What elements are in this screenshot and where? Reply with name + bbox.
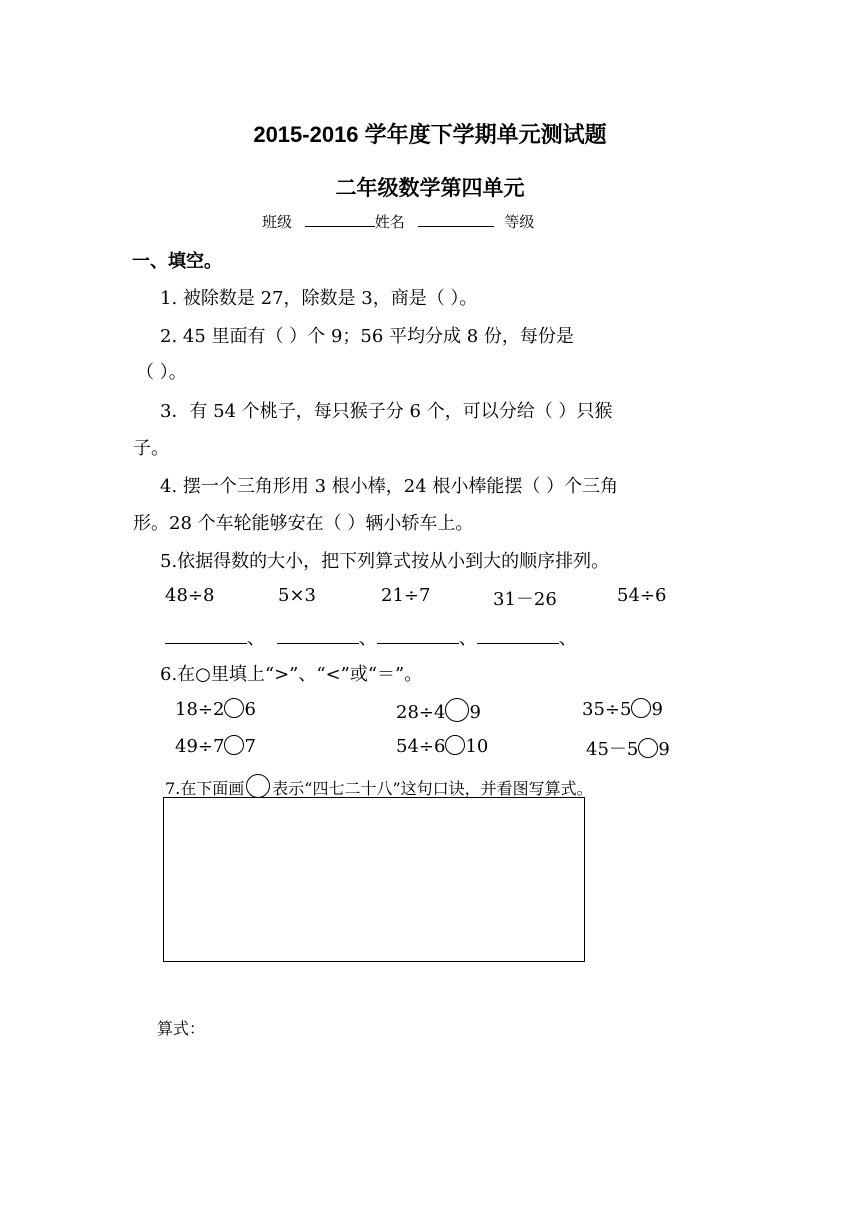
question-3-line1: 3．有 54 个桃子，每只猴子分 6 个，可以分给（ ）只猴 [160, 401, 613, 422]
question-6: 6.在○里填上“>”、“<”或“＝”。 [160, 664, 423, 685]
q5-separator: 、 [558, 628, 577, 649]
q6-right: 10 [465, 736, 489, 757]
class-field[interactable] [305, 212, 375, 227]
question-4-line1: 4. 摆一个三角形用 3 根小棒，24 根小棒能摆（ ）个三角 [160, 476, 619, 497]
q5-expr-4: 31－26 [493, 589, 557, 610]
q6-compare [582, 698, 663, 720]
q6-left: 54÷6 [396, 736, 446, 757]
name-label: 姓名 [374, 213, 405, 231]
q6-right: 9 [469, 702, 481, 723]
question-4-line2: 形。28 个车轮能够安在（ ）辆小轿车上。 [133, 513, 474, 534]
q6-right: 9 [658, 739, 670, 760]
q6-left: 18÷2 [175, 699, 225, 720]
q6-compare [396, 735, 488, 757]
q5-expr-5: 54÷6 [617, 585, 667, 606]
compare-circle-icon[interactable] [224, 735, 244, 755]
q6-left: 49÷7 [175, 736, 225, 757]
student-info-line [262, 211, 534, 232]
drawing-box[interactable] [163, 797, 585, 962]
q6-left: 35÷5 [582, 699, 632, 720]
compare-circle-icon[interactable] [638, 738, 658, 758]
q6-compare [396, 698, 481, 723]
circle-icon [246, 774, 270, 798]
q5-expr-2: 5×3 [278, 585, 316, 606]
grade-label: 等级 [504, 213, 535, 231]
question-2-line1: 2. 45 里面有（ ）个 9；56 平均分成 8 份，每份是 [160, 326, 574, 347]
question-7 [165, 774, 593, 799]
q6-right: 7 [244, 736, 256, 757]
question-2-line2: （ ）。 [136, 362, 187, 383]
question-5: 5.依据得数的大小，把下列算式按从小到大的顺序排列。 [160, 551, 610, 572]
q6-compare [586, 735, 670, 761]
q5-blank-2[interactable] [277, 629, 359, 644]
name-field[interactable] [418, 212, 494, 227]
q5-blank-3[interactable] [377, 629, 459, 644]
page-title: 2015-2016 学年度下学期单元测试题 [253, 122, 607, 147]
question-3-line2: 子。 [133, 438, 169, 459]
section-heading: 一、填空。 [132, 251, 222, 272]
q5-separator: 、 [247, 628, 265, 649]
answer-label: 算式： [157, 1019, 206, 1038]
q6-left: 45－5 [586, 739, 639, 760]
q7-text-pre: 7.在下面画 [165, 779, 245, 798]
q6-right: 9 [651, 699, 663, 720]
q5-separator: 、 [458, 628, 477, 649]
q6-left: 28÷4 [396, 702, 446, 723]
compare-circle-icon[interactable] [631, 698, 651, 718]
q5-expr-3: 21÷7 [381, 585, 431, 606]
q7-text-post: 表示“四七二十八”这句口诀，并看图写算式。 [272, 779, 593, 798]
q5-blank-1[interactable] [165, 629, 247, 644]
class-label: 班级 [262, 213, 293, 231]
q5-blank-4[interactable] [477, 629, 559, 644]
compare-circle-icon[interactable] [445, 698, 469, 722]
q6-compare [175, 735, 256, 757]
q6-compare [175, 698, 256, 720]
page-subtitle: 二年级数学第四单元 [335, 177, 525, 200]
compare-circle-icon[interactable] [224, 698, 244, 718]
q5-separator: 、 [358, 628, 377, 649]
q6-right: 6 [244, 699, 256, 720]
compare-circle-icon[interactable] [445, 735, 465, 755]
q5-answer-line [165, 624, 577, 650]
question-1: 1. 被除数是 27，除数是 3，商是（ ）。 [160, 288, 478, 309]
q5-expr-1: 48÷8 [165, 585, 215, 606]
